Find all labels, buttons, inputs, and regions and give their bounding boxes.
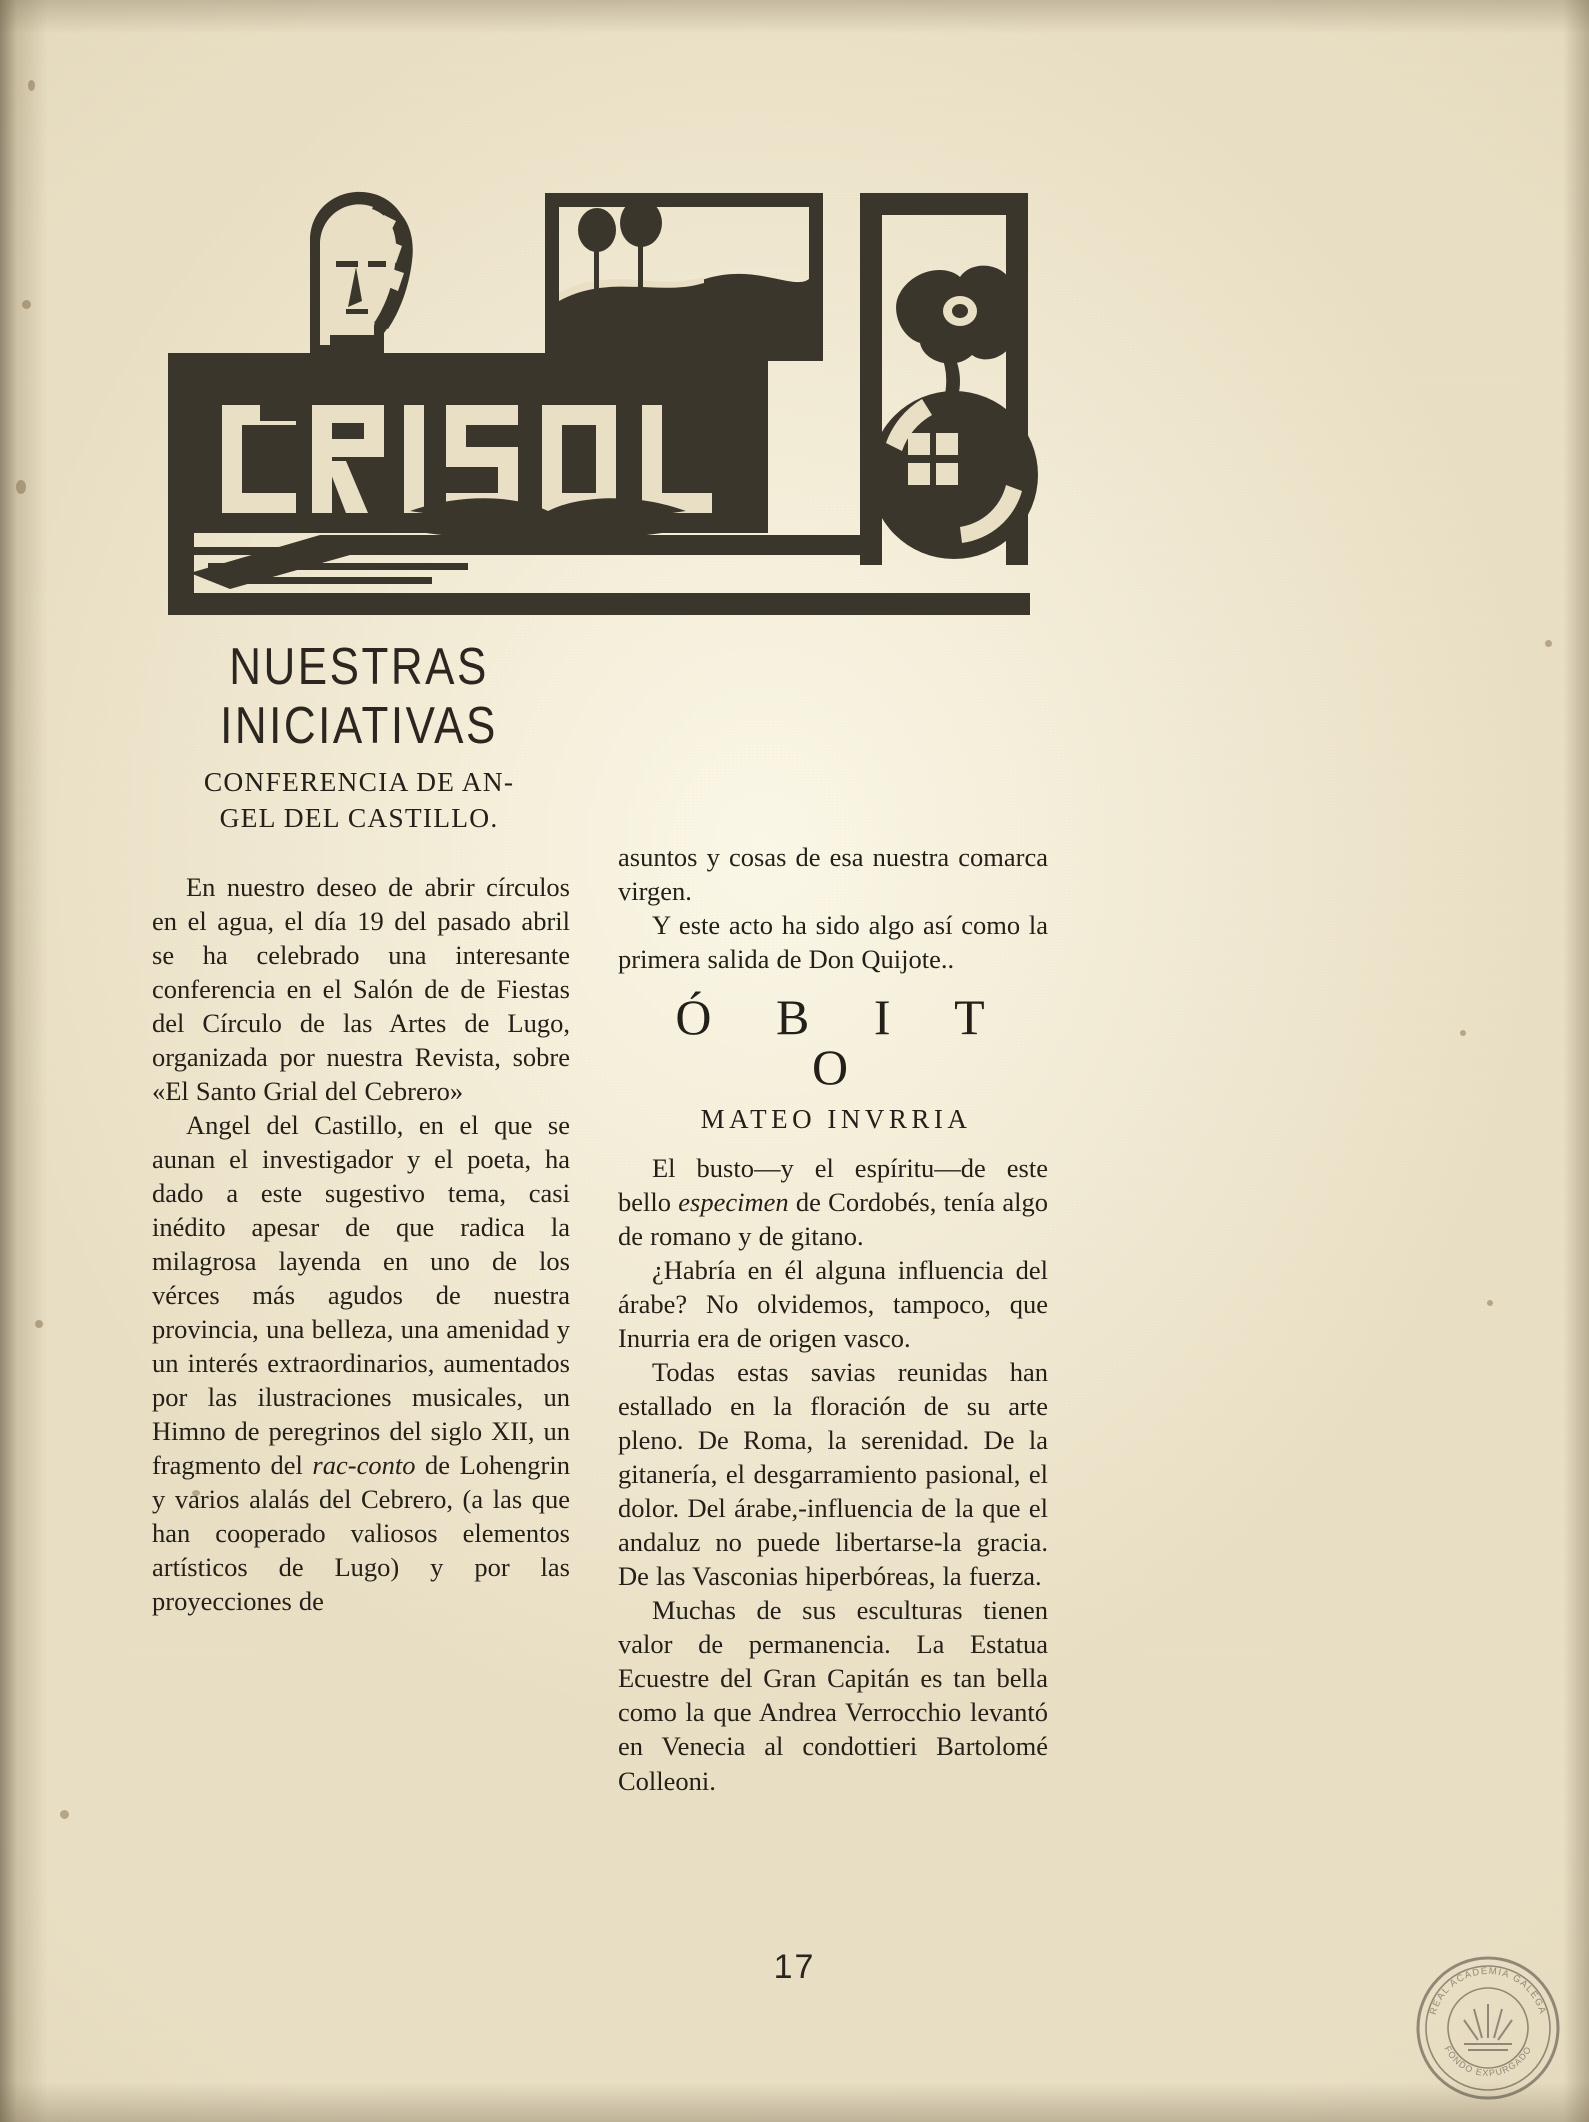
paragraph-part-a: Angel del Castillo, en el que se aunan el investigador y el poeta, ha dado a este sugestivo tema, casi inédito apesar de que radica la milagrosa layenda en uno de los vérces más agudos de nuestra provincia, una belleza, una amenidad y un interés extraordinarios, aumentados por las ilustraciones musicales, un Himno de peregrinos del siglo XII, un fragmento del [152, 1109, 570, 1481]
paragraph-continuation-comarca: asuntos y cosas de esa nuestra comarca virgen. [618, 841, 1048, 906]
paper-speck [35, 1320, 43, 1328]
article-subtitle-line-2: GEL DEL CASTILLO. [219, 801, 499, 833]
italic-especimen: especimen [678, 1186, 789, 1217]
paper-speck [28, 80, 35, 91]
paper-speck [1460, 1030, 1466, 1036]
paragraph-part-b: de Cordobés, tenía algo de romano y de gitano. [618, 1186, 1048, 1251]
paragraph-esculturas: Muchas de sus esculturas tienen valor de permanencia. La Estatua Ecuestre del Gran Capitán es tan bella como la que Andrea Verrocchio levantó en Venecia al condottieri Bartolomé Colleoni. [618, 1595, 1048, 1796]
paragraph-don-quijote: Y este acto ha sido algo así como la primera salida de Don Quijote.. [618, 909, 1048, 974]
paragraph-arabe: ¿Habría en él alguna influencia del árabe? No olvidemos, tampoco, que Inurria era de origen vasco. [618, 1254, 1048, 1353]
library-ownership-stamp [1412, 1952, 1564, 2104]
obituary-subject-name: MATEO INVRRIA [700, 1103, 972, 1134]
paper-speck [60, 1810, 69, 1819]
paper-speck [1487, 1300, 1493, 1306]
paragraph-savias: Todas estas savias reunidas han estallado en la floración de su arte pleno. De Roma, la serenidad. De la gitanería, el desgarramiento pasional, el dolor. Del árabe,-influencia de la que el andaluz no puede libertarse-la gracia. De las Vasconias hiperbóreas, la fuerza. [618, 1356, 1048, 1592]
obituary-heading: Ó B I T O [675, 988, 1011, 1095]
italic-racconto: rac-conto [312, 1450, 416, 1481]
paragraph-part-b: de Lohengrin y varios alalás del Cebrero, (a las que han cooperado valiosos elementos artísticos de Lugo) y por las proyecciones de [152, 1450, 570, 1617]
page-number: 17 [773, 1948, 816, 1986]
page-edge-shadow-top [0, 0, 1589, 34]
paragraph-angel-del-castillo [152, 1108, 570, 1619]
paper-speck [1545, 640, 1552, 647]
page-edge-shadow-right [1563, 0, 1589, 2122]
stamp-text-bottom: FONDO EXPURGADO [1442, 2044, 1534, 2079]
paragraph-conference-intro: En nuestro deseo de abrir círculos en el agua, el día 19 del pasado abril se ha celebrado una interesante conferencia en el Salón de de Fiestas del Círculo de las Artes de Lugo, organizada por nuestra Revista, sobre «El Santo Grial del Cebrero» [152, 871, 570, 1106]
paragraph-part-a: El busto—y el espíritu—de este bello [618, 1152, 1048, 1217]
page-edge-shadow-left [0, 0, 48, 2122]
paper-speck [22, 300, 31, 309]
stamp-text-top: REAL ACADEMIA GALEGA [1427, 1965, 1549, 2017]
column-left [152, 870, 570, 1619]
column-right [618, 840, 1048, 1798]
page-title: NUESTRAS INICIATIVAS [220, 638, 498, 755]
page-content [152, 175, 1152, 1796]
crisol-woodcut-headpiece [160, 175, 1040, 630]
article-subtitle [150, 764, 568, 836]
paper-speck [16, 480, 26, 494]
page-edge-shadow-bottom [0, 2082, 1589, 2122]
article-subtitle-line-1: CONFERENCIA DE AN- [203, 766, 515, 797]
column-right-continuation [618, 840, 1048, 976]
paragraph-busto [618, 1151, 1048, 1253]
